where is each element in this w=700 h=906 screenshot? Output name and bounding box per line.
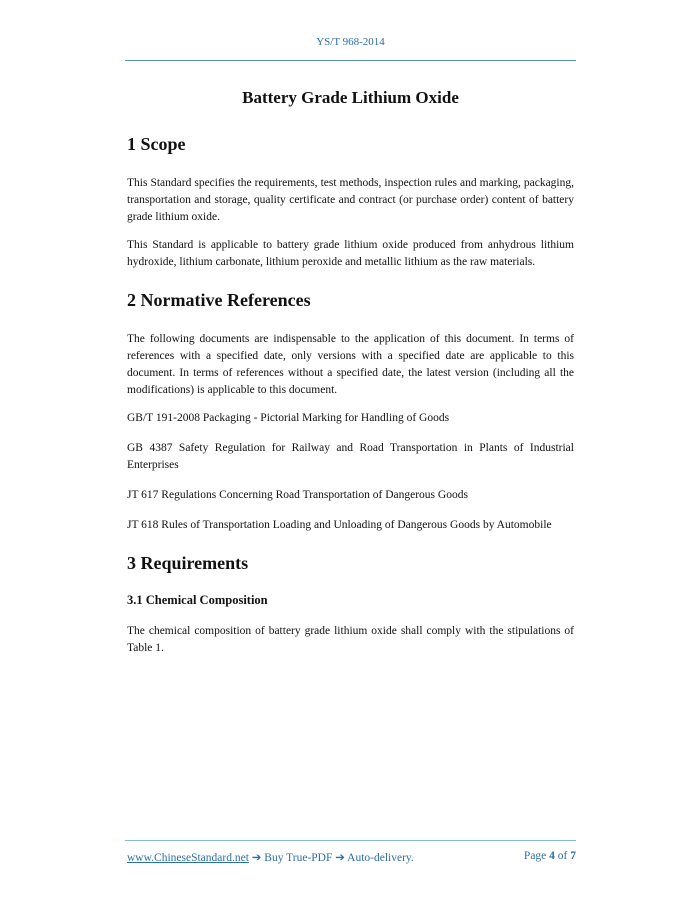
page-current: 4	[549, 850, 555, 862]
normative-references-paragraph: The following documents are indispensable to the application of this document. In terms of references with a specified date, only versions with a specified date are applicable to this document. In terms of references without a specified date, the latest version (including all the modifications) is applicable to this document.	[127, 333, 574, 396]
section-heading-normative-references: 2 Normative References	[127, 290, 311, 310]
auto-delivery-text: Auto-delivery.	[347, 852, 414, 864]
reference-item: JT 618 Rules of Transportation Loading and Unloading of Dangerous Goods by Automobile	[127, 519, 552, 531]
subsection-heading-chemical-composition: 3.1 Chemical Composition	[127, 593, 268, 607]
chemical-composition-paragraph: The chemical composition of battery grade lithium oxide shall comply with the stipulations of Table 1.	[127, 625, 574, 654]
footer-divider	[125, 840, 576, 841]
reference-item: GB 4387 Safety Regulation for Railway and Road Transportation in Plants of Industrial Enterprises	[127, 442, 574, 471]
reference-item: GB/T 191-2008 Packaging - Pictorial Marking for Handling of Goods	[127, 412, 450, 424]
section-heading-scope: 1 Scope	[127, 134, 186, 154]
section-heading-requirements: 3 Requirements	[127, 553, 249, 573]
arrow-right-icon: ➔	[335, 852, 345, 864]
page-number	[524, 850, 576, 862]
page-label: Page	[523, 850, 547, 862]
header-divider	[125, 60, 576, 61]
arrow-right-icon: ➔	[251, 852, 262, 864]
reference-item: JT 617 Regulations Concerning Road Transportation of Dangerous Goods	[127, 489, 468, 501]
scope-paragraph-2: This Standard is applicable to battery grade lithium oxide produced from anhydrous lithium hydroxide, lithium carbonate, lithium peroxide and metallic lithium as the raw materials.	[127, 239, 574, 268]
scope-paragraph-1: This Standard specifies the requirements, test methods, inspection rules and marking, packaging, transportation and storage, quality certificate and contract (or purchase order) content of battery grade lithium oxide.	[127, 177, 574, 223]
document-title: Battery Grade Lithium Oxide	[242, 88, 459, 107]
buy-true-pdf-text: Buy True-PDF	[264, 852, 333, 864]
page-of-label: of	[557, 850, 568, 862]
page-total: 7	[570, 850, 576, 862]
footer-promo	[127, 850, 414, 864]
chinese-standard-link[interactable]: www.ChineseStandard.net	[127, 852, 249, 864]
page-header-standard-code: YS/T 968-2014	[316, 36, 385, 48]
